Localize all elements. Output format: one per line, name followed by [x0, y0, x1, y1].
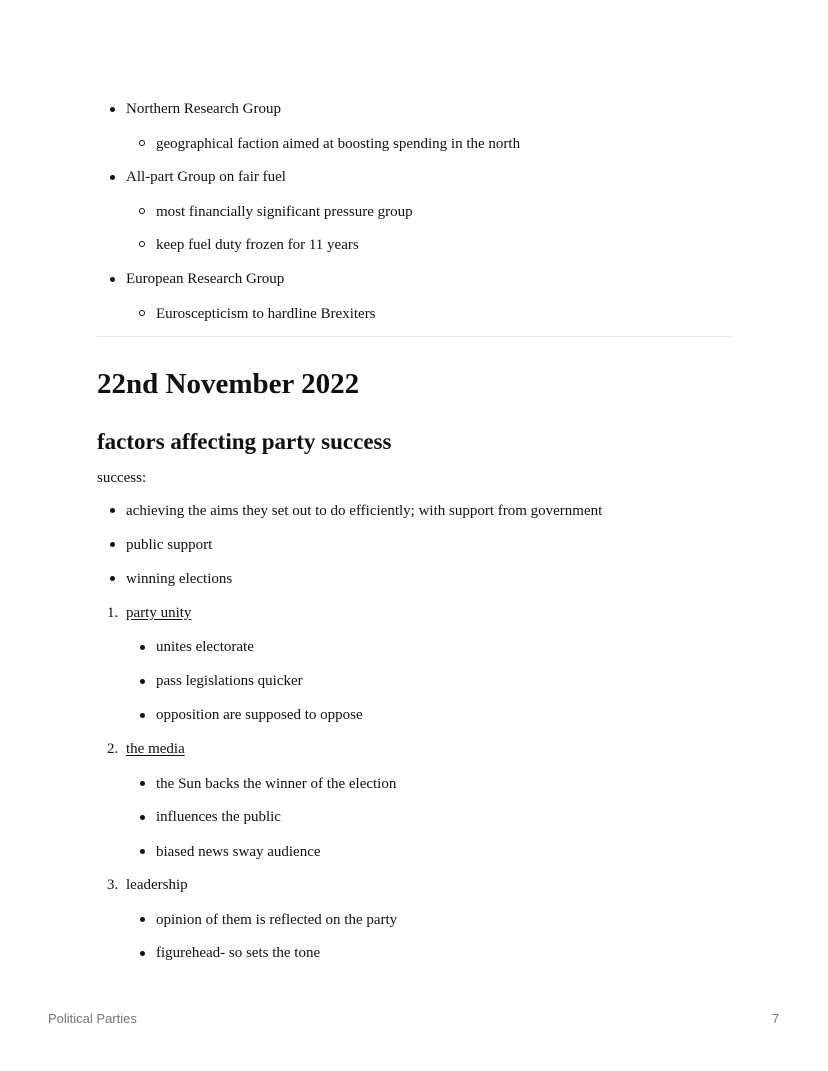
sub-list-item: unites electorate: [156, 639, 254, 655]
list-item: winning elections: [126, 571, 233, 587]
factor-title: leadership: [126, 877, 188, 893]
sub-list-item: opinion of them is reflected on the party: [156, 912, 398, 928]
sub-list-item: biased news sway audience: [156, 844, 321, 860]
list-number: 1.: [107, 605, 119, 621]
list-item: achieving the aims they set out to do efficiently; with support from government: [126, 503, 603, 519]
bullet-icon: [110, 107, 115, 112]
sub-list-item: opposition are supposed to oppose: [156, 707, 363, 723]
page-number: 7: [772, 1011, 780, 1026]
bullet-icon: [140, 679, 145, 684]
bullet-icon: [140, 815, 145, 820]
bullet-icon: [140, 781, 145, 786]
list-item: Northern Research Group: [126, 101, 281, 117]
sub-list-item: the Sun backs the winner of the election: [156, 776, 397, 792]
list-number: 2.: [107, 741, 119, 757]
sub-bullet-icon: [139, 208, 145, 214]
sub-bullet-icon: [139, 241, 145, 247]
list-item: All-part Group on fair fuel: [126, 169, 286, 185]
bullet-icon: [110, 175, 115, 180]
bullet-icon: [110, 576, 115, 581]
section-divider: [97, 336, 731, 337]
section-subheading: factors affecting party success: [97, 429, 392, 454]
bullet-icon: [140, 645, 145, 650]
sub-list-item: most financially significant pressure group: [156, 204, 413, 220]
list-number: 3.: [107, 877, 119, 893]
bullet-icon: [140, 849, 145, 854]
bullet-icon: [140, 713, 145, 718]
factor-title: the media: [126, 741, 185, 757]
sub-list-item: figurehead- so sets the tone: [156, 945, 321, 961]
bullet-icon: [110, 277, 115, 282]
footer-title: Political Parties: [48, 1011, 137, 1026]
factor-title: party unity: [126, 605, 192, 621]
sub-list-item: keep fuel duty frozen for 11 years: [156, 237, 359, 253]
sub-list-item: Euroscepticism to hardline Brexiters: [156, 306, 376, 322]
list-item: public support: [126, 537, 213, 553]
sub-bullet-icon: [139, 310, 145, 316]
list-item: European Research Group: [126, 271, 285, 287]
bullet-icon: [140, 917, 145, 922]
intro-text: success:: [97, 470, 147, 486]
sub-list-item: geographical faction aimed at boosting spending in the north: [156, 136, 521, 152]
bullet-icon: [140, 951, 145, 956]
sub-list-item: pass legislations quicker: [156, 673, 303, 689]
sub-list-item: influences the public: [156, 809, 281, 825]
bullet-icon: [110, 542, 115, 547]
date-heading: 22nd November 2022: [97, 368, 360, 400]
bullet-icon: [110, 508, 115, 513]
sub-bullet-icon: [139, 140, 145, 146]
